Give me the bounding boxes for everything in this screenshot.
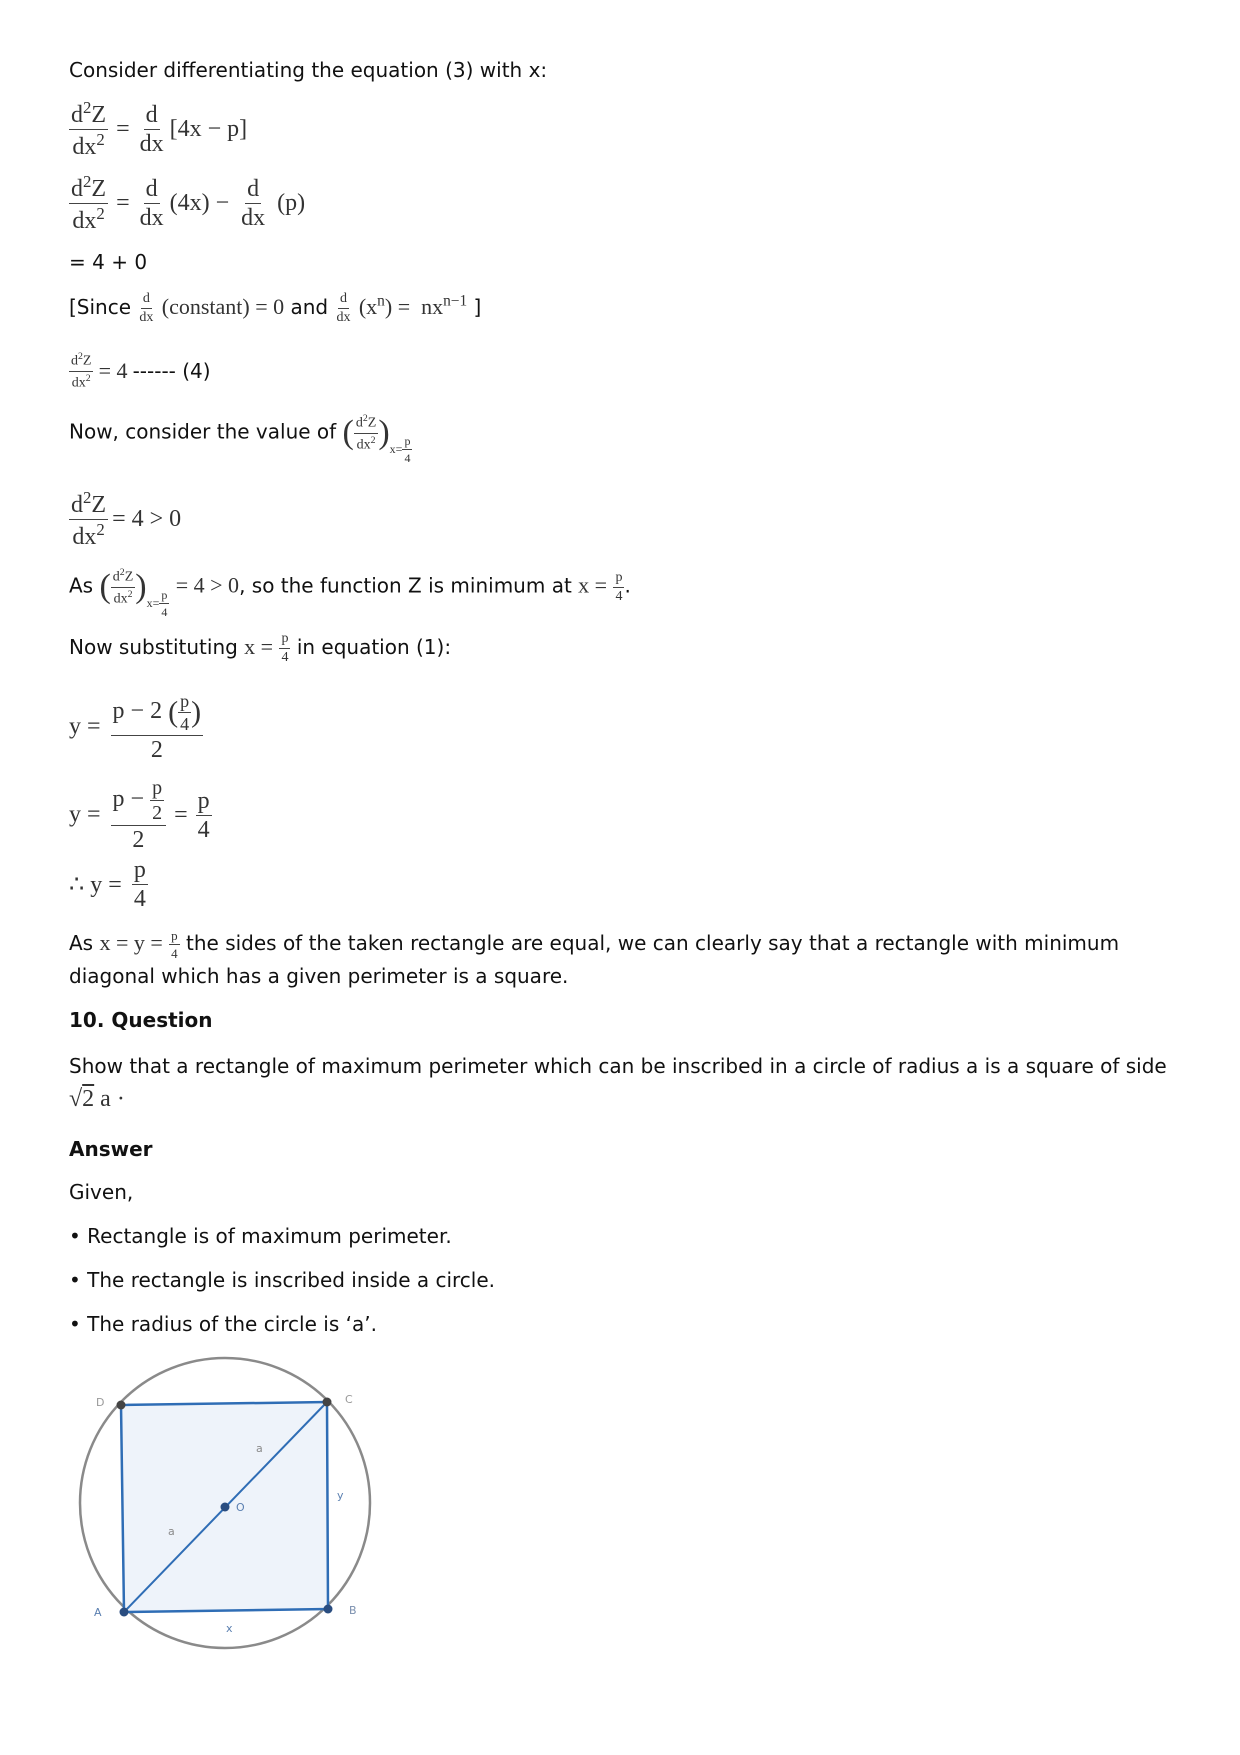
- label-a-upper: a: [256, 1442, 263, 1455]
- equation-result: = 4 + 0: [69, 250, 148, 274]
- sqrt-two-a: √2 a ·: [69, 1086, 125, 1112]
- point-a: [120, 1608, 129, 1617]
- since-suffix: ]: [473, 295, 482, 319]
- equation-4-label: ------ (4): [132, 359, 211, 384]
- equation-1: $\frac{d^2Z}{dx^2}$ = $\frac{d}{dx}$ [4x − p]: [71, 98, 248, 160]
- as-suffix: , so the function Z is minimum at: [239, 573, 572, 598]
- point-d: [117, 1401, 126, 1410]
- as-prefix: As: [69, 573, 94, 598]
- now-consider: Now, consider the value of ( $\frac{d^2Z}{dx^2}$ )$_{x= \frac{p}{4}}$: [69, 413, 411, 466]
- point-o: [221, 1503, 230, 1512]
- equation-y2: y = p − $\frac{p}{2}$ 2 = $\frac{p}{4}$: [69, 777, 210, 853]
- substituting-prefix: Now substituting: [69, 635, 238, 659]
- bullet-item: • The rectangle is inscribed inside a circle.: [69, 1268, 496, 1292]
- conclusion-text: the sides of the taken rectangle are equal, we can clearly say that a rectangle with minimum diagonal which has a given perimeter is a square.: [69, 931, 1120, 988]
- conclusion-paragraph: As x = y = $\frac{p}{4}$ the sides of the taken rectangle are equal, we can clearly say that a rectangle with minimum diagonal which has a given perimeter is a square.: [69, 928, 1120, 988]
- since-prefix: [Since: [69, 295, 132, 319]
- point-c: [323, 1398, 332, 1407]
- question-heading: 10. Question: [69, 1008, 213, 1032]
- since-and: and: [290, 295, 329, 319]
- bullet-item: • Rectangle is of maximum perimeter.: [69, 1224, 452, 1248]
- now-consider-text: Now, consider the value of: [69, 419, 337, 444]
- label-o: O: [236, 1501, 245, 1514]
- equation-y1: y = p − 2 ( $\frac{p}{4}$ ) 2: [69, 691, 202, 763]
- equation-4: $\frac{d^2Z}{dx^2}$ = 4 ------ (4): [71, 351, 211, 391]
- label-x: x: [226, 1622, 233, 1635]
- label-c: C: [345, 1393, 353, 1406]
- label-b: B: [349, 1604, 357, 1617]
- label-a-lower: a: [168, 1525, 175, 1538]
- bullet-item: • The radius of the circle is ‘a’.: [69, 1312, 377, 1336]
- label-y: y: [337, 1489, 344, 1502]
- label-a: A: [94, 1606, 102, 1619]
- equation-2: $\frac{d^2Z}{dx^2}$ = $\frac{d}{dx}$ (4x) − $\frac{d}{dx}$ (p): [71, 172, 306, 234]
- equation-y3: ∴ y = $\frac{p}{4}$: [69, 857, 146, 912]
- inscribed-rectangle-figure: [70, 1348, 380, 1658]
- question-paragraph: [69, 1050, 1179, 1116]
- since-note: [Since $\frac{d}{dx}$ (constant) = 0 and $\frac{d}{dx}$ $(x^n) = nx^{n-1}$ ]: [69, 291, 482, 325]
- label-d: D: [96, 1396, 105, 1409]
- question-text: Show that a rectangle of maximum perimeter which can be inscribed in a circle of radius a is a square of side: [69, 1054, 1167, 1078]
- intro-text: Consider differentiating the equation (3) with x:: [69, 58, 548, 82]
- substituting-suffix: in equation (1):: [296, 635, 452, 659]
- equation-positive: $\frac{d^2Z}{dx^2}$ = 4 > 0: [71, 488, 182, 550]
- substituting: Now substituting x = $\frac{p}{4}$ in equation (1):: [69, 631, 452, 665]
- minimum-statement: As ( $\frac{d^2Z}{dx^2}$ )$_{x= \frac{p}{4}}$ = 4 > 0, so the function Z is minimum at x = $\frac{p}{4}$ .: [69, 567, 631, 620]
- conclusion-prefix: As: [69, 931, 94, 955]
- given-text: Given,: [69, 1180, 134, 1204]
- point-b: [324, 1605, 333, 1614]
- answer-heading: Answer: [69, 1137, 153, 1161]
